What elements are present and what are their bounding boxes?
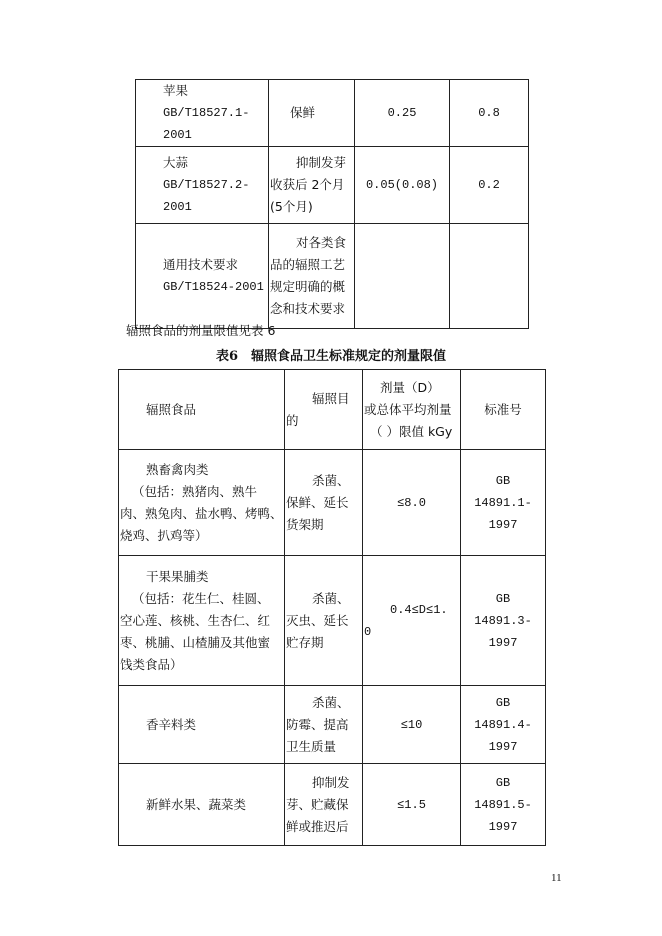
table-row xyxy=(136,147,529,224)
header-label: 辐照食品 xyxy=(146,401,197,417)
table-6-title: 表6 辐照食品卫生标准规定的剂量限值 xyxy=(215,349,447,364)
food-line: 香辛料类 xyxy=(146,716,197,732)
standard-line: 14891.5-1997 xyxy=(474,797,532,834)
purpose-line: 品的辐照工艺 xyxy=(270,257,346,272)
header-line: 的 xyxy=(286,412,299,428)
purpose-line: 保鲜 xyxy=(290,105,316,120)
purpose-cell xyxy=(285,686,363,764)
food-line: 干果果脯类 xyxy=(146,568,209,584)
purpose-line: 杀菌、 xyxy=(312,694,350,710)
purpose-cell xyxy=(269,80,355,147)
purpose-line: 芽、贮藏保 xyxy=(286,796,349,812)
purpose-cell xyxy=(285,556,363,686)
item-cell xyxy=(136,80,269,147)
purpose-line: 念和技术要求 xyxy=(270,301,346,316)
standard-line: 14891.1-1997 xyxy=(474,495,532,532)
table-row xyxy=(119,764,546,846)
standard-cell xyxy=(461,686,546,764)
food-line: 熟畜禽肉类 xyxy=(146,461,209,477)
dose-cell xyxy=(363,764,461,846)
standard-cell xyxy=(461,556,546,686)
purpose-line: 抑制发芽 xyxy=(296,155,347,170)
standard-line: GB xyxy=(495,695,511,710)
standard-line: GB xyxy=(495,473,511,488)
food-cell xyxy=(119,450,285,556)
header-purpose xyxy=(285,370,363,450)
dose-line: ≤10 xyxy=(400,717,423,732)
table-1-continued xyxy=(135,79,529,329)
purpose-cell xyxy=(269,147,355,224)
header-line: （ ）限值 kGy xyxy=(370,423,453,439)
purpose-line: 抑制发 xyxy=(312,774,350,790)
food-line: 新鲜水果、蔬菜类 xyxy=(146,796,247,812)
item-cell xyxy=(136,224,269,329)
purpose-line: (5个月) xyxy=(270,199,313,214)
header-line: 剂量（D） xyxy=(380,379,440,395)
purpose-line: 规定明确的概 xyxy=(270,279,346,294)
purpose-line: 防霉、提高 xyxy=(286,716,349,732)
header-standard: 标准号 xyxy=(461,370,546,450)
table-reference-note: 辐照食品的剂量限值见表 6 xyxy=(126,323,276,338)
purpose-cell xyxy=(269,224,355,329)
page-number: 11 xyxy=(551,872,562,884)
purpose-line: 收获后 2个月 xyxy=(270,177,345,192)
dose-value: 0.05(0.08) xyxy=(355,147,450,224)
dose-line: 0.4≤D≤1. xyxy=(390,602,448,617)
purpose-line: 杀菌、 xyxy=(312,590,350,606)
purpose-line: 卫生质量 xyxy=(286,738,337,754)
food-line: 空心莲、核桃、生杏仁、红 xyxy=(120,612,271,628)
purpose-line: 鲜或推迟后 xyxy=(286,818,349,834)
item-standard: GB/T18527.1-2001 xyxy=(163,106,250,142)
purpose-line: 灭虫、延长 xyxy=(286,612,349,628)
item-name: 苹果 xyxy=(163,83,189,98)
purpose-line: 保鲜、延长 xyxy=(286,494,349,510)
purpose-cell xyxy=(285,450,363,556)
food-line: （包括：花生仁、桂圆、 xyxy=(132,590,270,606)
header-line: 辐照目 xyxy=(312,390,350,406)
dose-line: 0 xyxy=(364,624,372,639)
item-standard: GB/T18527.2-2001 xyxy=(163,178,250,214)
header-food xyxy=(119,370,285,450)
item-name: 通用技术要求 xyxy=(163,257,239,272)
purpose-line: 杀菌、 xyxy=(312,472,350,488)
table-row xyxy=(119,450,546,556)
dose-value: 0.25 xyxy=(355,80,450,147)
standard-cell xyxy=(461,764,546,846)
standard-cell xyxy=(461,450,546,556)
standard-line: GB xyxy=(495,775,511,790)
purpose-line: 贮存期 xyxy=(286,634,324,650)
dose-max: 0.2 xyxy=(450,147,529,224)
dose-cell xyxy=(363,556,461,686)
standard-line: 14891.3-1997 xyxy=(474,613,532,650)
food-cell xyxy=(119,556,285,686)
purpose-cell xyxy=(285,764,363,846)
food-cell xyxy=(119,764,285,846)
table-row xyxy=(119,556,546,686)
food-line: 烧鸡、扒鸡等） xyxy=(120,527,208,543)
item-cell xyxy=(136,147,269,224)
table-row xyxy=(119,686,546,764)
table-row xyxy=(136,224,529,329)
food-cell xyxy=(119,686,285,764)
table-6 xyxy=(118,369,546,846)
item-standard: GB/T18524-2001 xyxy=(163,280,264,294)
purpose-line: 货架期 xyxy=(286,516,324,532)
dose-max: 0.8 xyxy=(450,80,529,147)
standard-line: 14891.4-1997 xyxy=(474,717,532,754)
dose-line: ≤1.5 xyxy=(397,797,426,812)
header-dose xyxy=(363,370,461,450)
dose-cell xyxy=(363,450,461,556)
table-row xyxy=(136,80,529,147)
dose-cell xyxy=(363,686,461,764)
dose-value xyxy=(355,224,450,329)
item-name: 大蒜 xyxy=(163,155,189,170)
standard-line: GB xyxy=(495,591,511,606)
purpose-line: 对各类食 xyxy=(296,235,347,250)
food-line: 肉、熟兔肉、盐水鸭、烤鸭、 xyxy=(120,505,283,521)
header-line: 或总体平均剂量 xyxy=(364,401,452,417)
food-line: 饯类食品） xyxy=(120,656,183,672)
table-header-row xyxy=(119,370,546,450)
food-line: （包括：熟猪肉、熟牛 xyxy=(132,483,258,499)
food-line: 枣、桃脯、山楂脯及其他蜜 xyxy=(120,634,271,650)
dose-max xyxy=(450,224,529,329)
dose-line: ≤8.0 xyxy=(397,495,426,510)
